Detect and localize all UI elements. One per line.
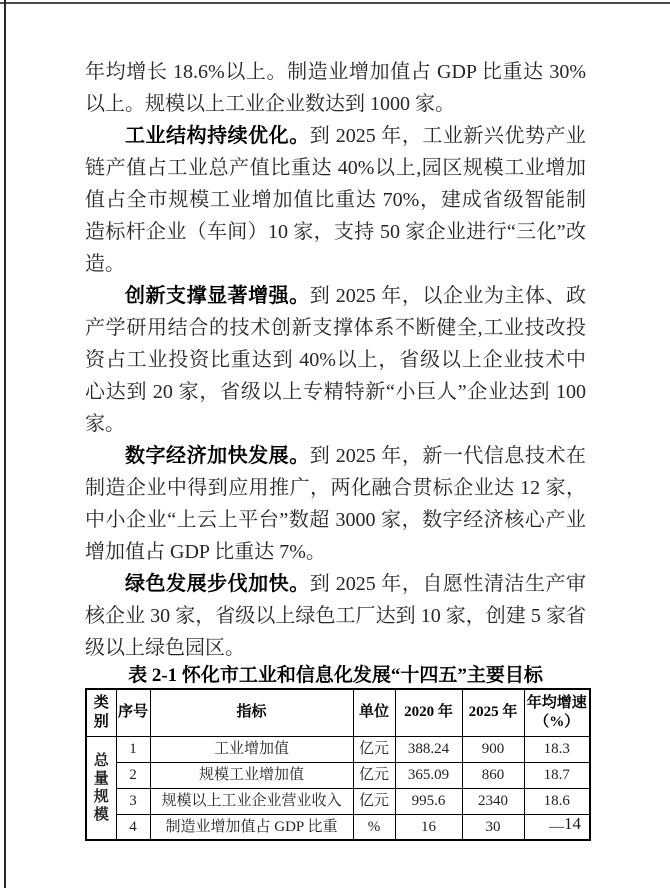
cell-row-number: 4 [116,814,150,840]
table-header-row [86,689,590,736]
paragraph-continuation [85,56,586,120]
page-edge-left-line [4,0,6,888]
paragraph-industrial-structure [85,120,586,280]
cell-value-2025: 900 [462,736,524,762]
cell-indicator: 规模工业增加值 [150,762,353,788]
col-header-indicator: 指标 [150,689,353,736]
col-header-unit: 单位 [353,689,395,736]
cell-growth-rate: 18.7 [524,762,590,788]
paragraph-lead: 创新支撑显著增强。 [125,285,310,307]
cell-value-2025: 2340 [462,788,524,814]
cell-growth-rate: 18.6 [524,788,590,814]
cell-value-2025: 30 [462,814,524,840]
cell-row-number: 3 [116,788,150,814]
cell-growth-rate: 18.3 [524,736,590,762]
page-number: 14 [564,814,581,833]
paragraph-text: 到 2025 年，以企业为主体、政产学研用结合的技术创新支撑体系不断健全,工业技改投资占工业投资比重达到 40%以上，省级以上企业技术中心达到 20 家，省级以上专精特新“小巨人”企业达到 100 家。 [85,285,587,435]
paragraph-text: 年均增长 18.6%以上。制造业增加值占 GDP 比重达 30%以上。规模以上工业企业数达到 1000 家。 [85,61,586,115]
cell-row-number: 1 [116,736,150,762]
table-row [86,762,590,788]
page-edge-top-line [0,2,670,4]
col-header-2025: 2025 年 [462,689,524,736]
cell-growth-rate: — [524,814,590,840]
paragraph-innovation-support [85,280,586,440]
col-header-number: 序号 [116,689,150,736]
cell-indicator: 制造业增加值占 GDP 比重 [150,814,353,840]
table-row [86,814,590,840]
table-title: 表 2-1 怀化市工业和信息化发展“十四五”主要目标 [128,665,543,686]
cell-value-2020: 388.24 [395,736,462,762]
document-page-content [85,56,586,841]
paragraph-digital-economy [85,440,586,568]
table-row [86,788,590,814]
col-header-category: 类别 [86,689,116,736]
paragraph-text: 到 2025 年，新一代信息技术在制造企业中得到应用推广，两化融合贯标企业达 12 家，中小企业“上云上平台”数超 3000 家，数字经济核心产业增加值占 GDP 比重达 7%。 [85,445,587,563]
cell-value-2020: 365.09 [395,762,462,788]
cell-indicator: 工业增加值 [150,736,353,762]
cell-value-2025: 860 [462,762,524,788]
cell-value-2020: 16 [395,814,462,840]
cell-unit: 亿元 [353,788,395,814]
paragraph-lead: 数字经济加快发展。 [125,445,310,467]
col-header-growth: 年均增速（%） [524,689,590,736]
cell-unit: 亿元 [353,736,395,762]
category-cell: 总量规模 [86,736,116,840]
col-header-2020: 2020 年 [395,689,462,736]
cell-value-2020: 995.6 [395,788,462,814]
table-row [86,736,590,762]
paragraph-green-development [85,568,586,664]
paragraph-lead: 绿色发展步伐加快。 [125,573,310,595]
paragraph-text: 到 2025 年，工业新兴优势产业链产值占工业总产值比重达 40%以上,园区规模工业增加值占全市规模工业增加值比重达 70%，建成省级智能制造标杆企业（车间）10 家，支持 50 家企业进行“三化”改造。 [85,125,587,275]
cell-row-number: 2 [116,762,150,788]
paragraph-lead: 工业结构持续优化。 [125,125,310,147]
cell-unit: % [353,814,395,840]
goals-table [85,688,591,841]
cell-unit: 亿元 [353,762,395,788]
paragraph-text: 到 2025 年，自愿性清洁生产审核企业 30 家，省级以上绿色工厂达到 10 家，创建 5 家省级以上绿色园区。 [85,573,587,659]
cell-indicator: 规模以上工业企业营业收入 [150,788,353,814]
